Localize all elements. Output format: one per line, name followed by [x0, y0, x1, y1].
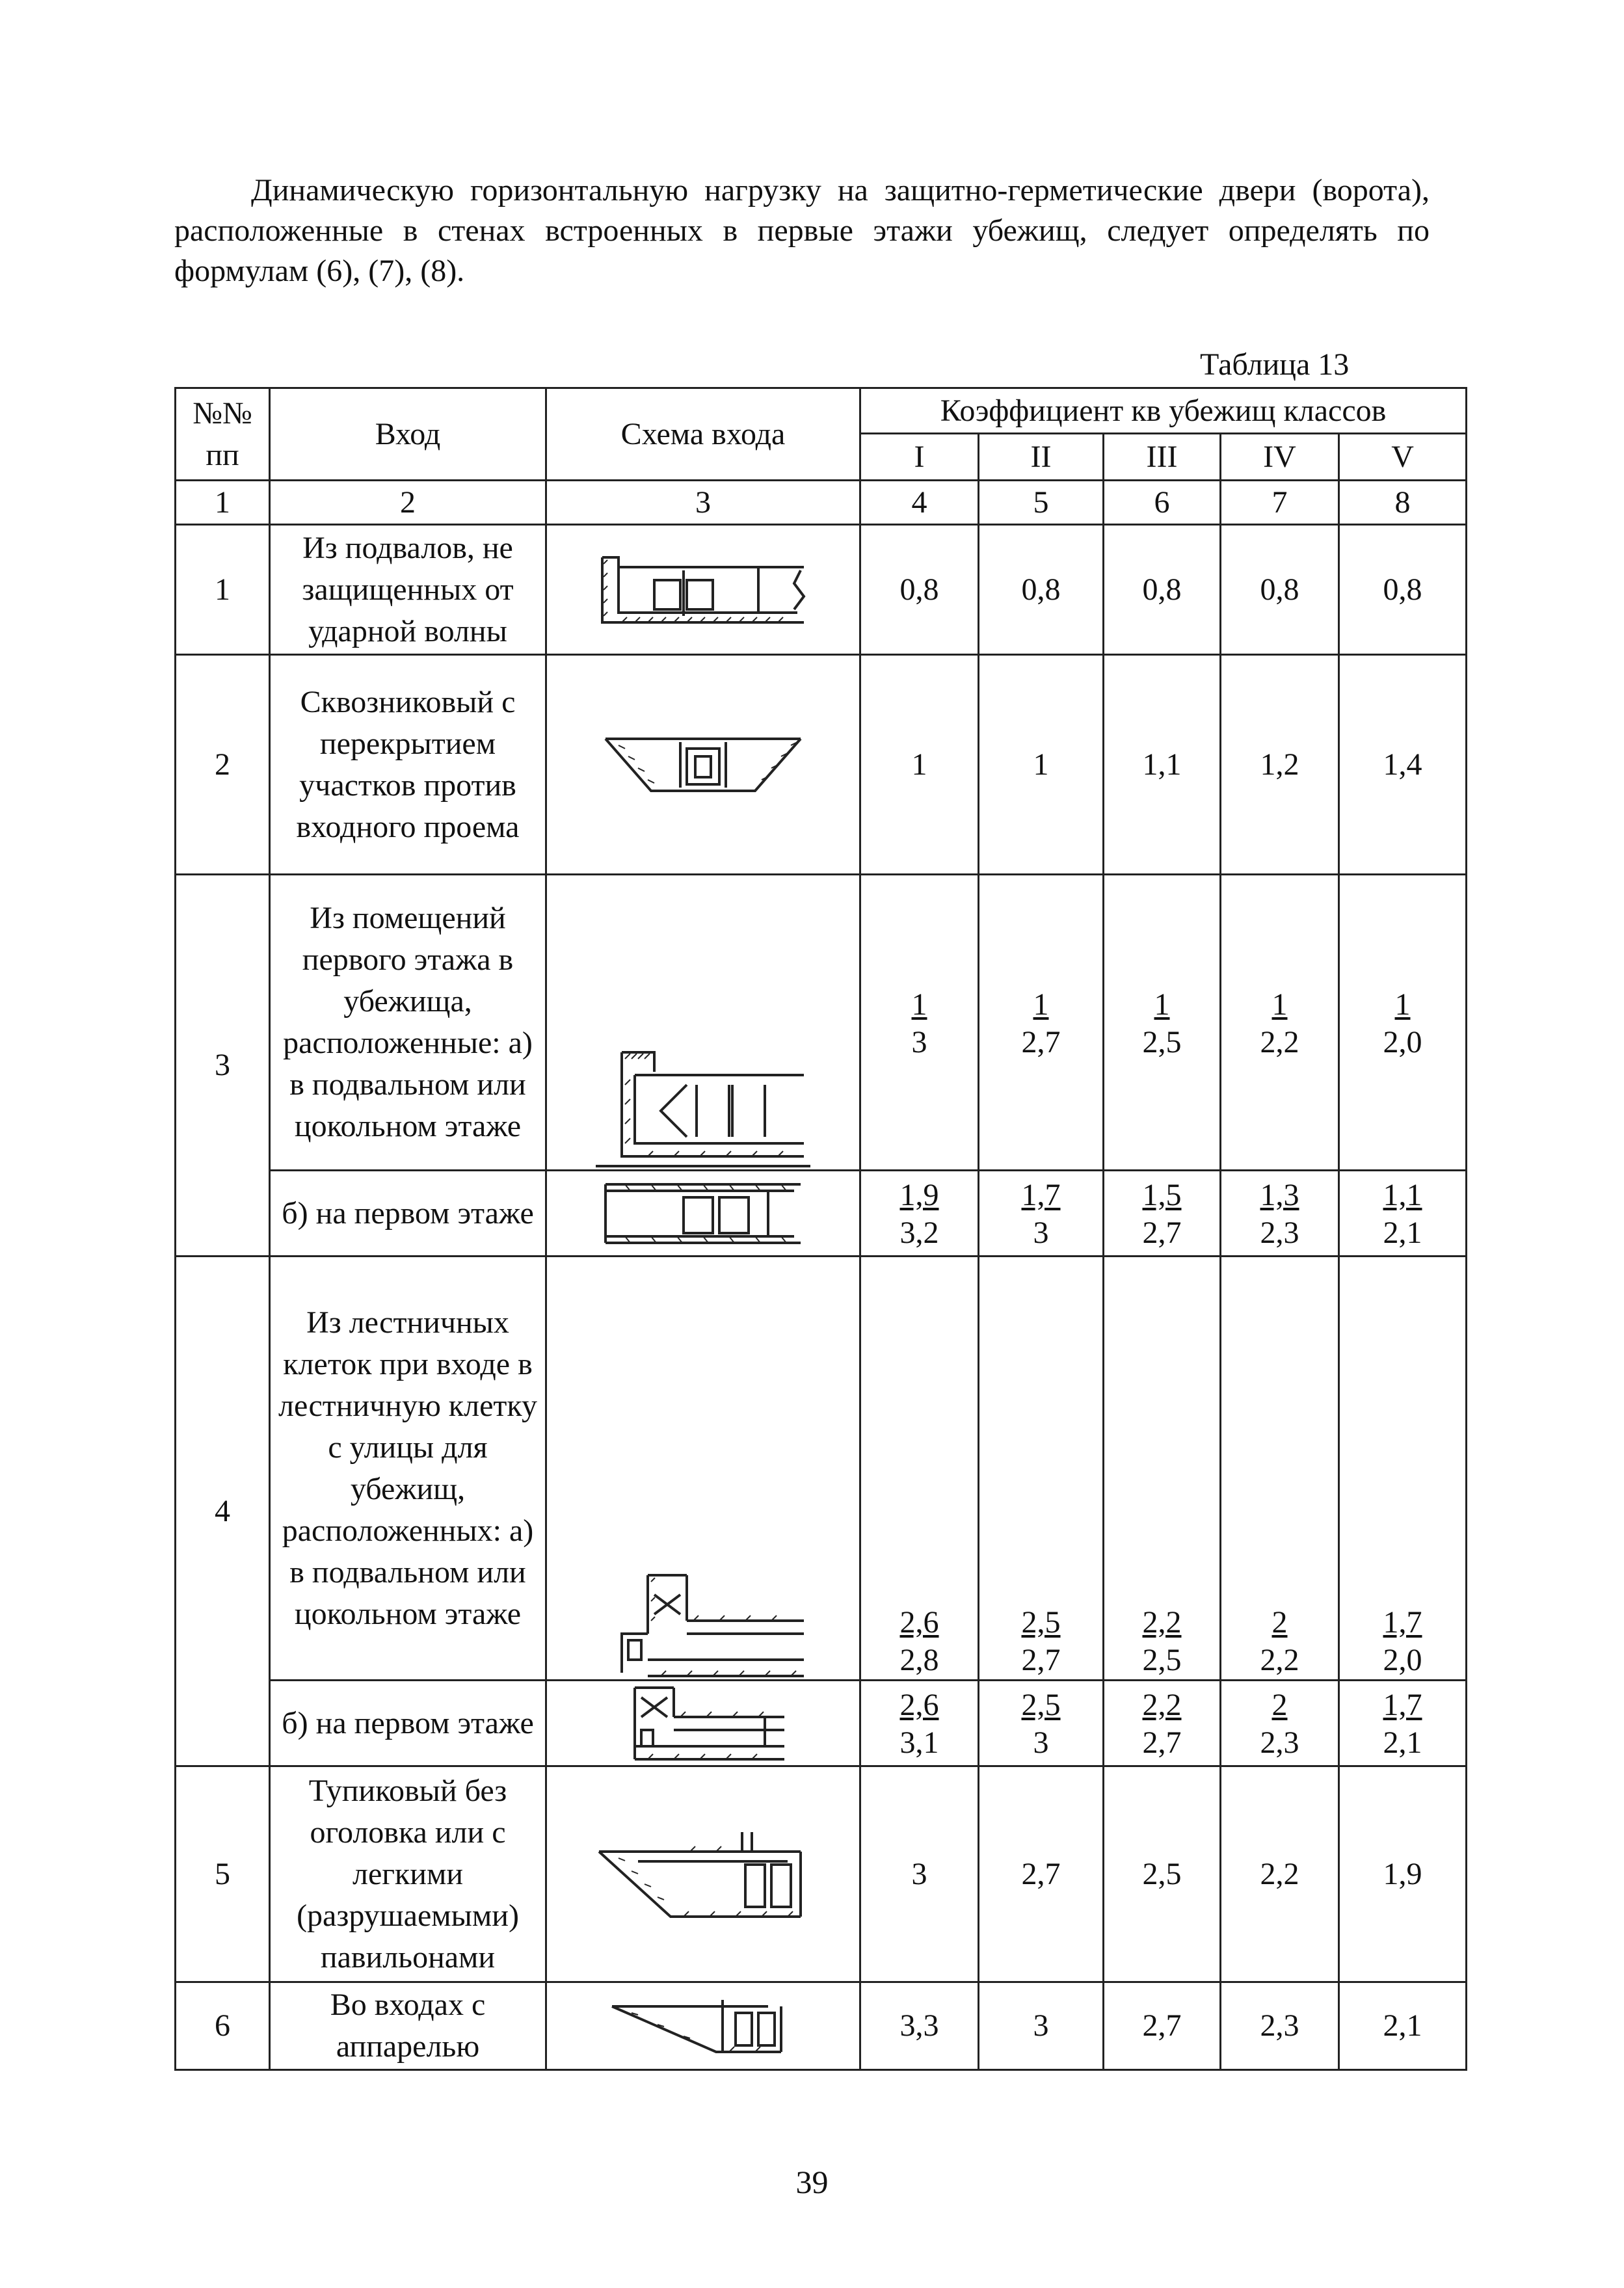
- coef-cell: 0,8: [1104, 525, 1221, 655]
- table-row: [176, 655, 1467, 875]
- denominator: 3: [1033, 1725, 1049, 1760]
- entrance-cell: Из лестничных клеток при входе в лестничную клетку с улицы для убежищ, расположенных: а) в подвальном или цокольном этаже: [270, 1257, 546, 1681]
- table-row: [176, 1982, 1467, 2070]
- scheme-cell: [546, 525, 860, 655]
- denominator: 3: [911, 1024, 927, 1059]
- scheme-cell: [546, 1171, 860, 1257]
- numerator: 1,7: [1383, 1688, 1422, 1722]
- coef-cell: [1104, 1171, 1221, 1257]
- table-row: [176, 1171, 1467, 1257]
- denominator: 3: [1033, 1216, 1049, 1250]
- numerator: 2,2: [1142, 1605, 1182, 1640]
- entrance-cell: Из подвалов, не защищенных от ударной волны: [270, 525, 546, 655]
- colnum: 8: [1339, 481, 1467, 525]
- coef-cell: [979, 1257, 1104, 1681]
- scheme-cell: [546, 1681, 860, 1766]
- denominator: 2,3: [1260, 1216, 1299, 1250]
- coef-cell: 1,4: [1339, 655, 1467, 875]
- denominator: 2,2: [1260, 1643, 1299, 1677]
- class-header: II: [979, 434, 1104, 481]
- coef-cell: 2,2: [1221, 1766, 1339, 1982]
- stairwell-basement-scheme: [596, 1569, 810, 1679]
- denominator: 2,0: [1383, 1024, 1422, 1059]
- table-row: [176, 1766, 1467, 1982]
- table-row: [176, 1681, 1467, 1766]
- coef-cell: [1221, 1681, 1339, 1766]
- numerator: 1: [1154, 987, 1170, 1022]
- numerator: 2,2: [1142, 1688, 1182, 1722]
- denominator: 2,7: [1142, 1725, 1182, 1760]
- denominator: 3,2: [899, 1216, 939, 1250]
- numerator: 1: [911, 987, 927, 1022]
- coef-cell: [1221, 875, 1339, 1171]
- header-entrance: Вход: [270, 388, 546, 481]
- entrance-cell: б) на первом этаже: [270, 1681, 546, 1766]
- colnum: 4: [860, 481, 979, 525]
- numerator: 2: [1271, 1605, 1288, 1640]
- stairwell-first-floor-scheme: [596, 1684, 810, 1763]
- denominator: 2,3: [1260, 1725, 1299, 1760]
- passthrough-entrance-scheme: [599, 729, 807, 801]
- coefficient-table: [174, 387, 1467, 2071]
- coef-cell: 3: [860, 1766, 979, 1982]
- coef-cell: [860, 1171, 979, 1257]
- denominator: 2,7: [1142, 1216, 1182, 1250]
- coef-cell: 2,5: [1104, 1766, 1221, 1982]
- coef-cell: 0,8: [979, 525, 1104, 655]
- coef-cell: 1,2: [1221, 655, 1339, 875]
- row-num: 5: [176, 1766, 270, 1982]
- entrance-cell: Из помещений первого этажа в убежища, расположенные: а) в подвальном или цокольном этаже: [270, 875, 546, 1171]
- coef-cell: [1339, 1681, 1467, 1766]
- denominator: 2,0: [1383, 1643, 1422, 1677]
- numerator: 2,6: [899, 1605, 939, 1640]
- header-num: №№ пп: [176, 388, 270, 481]
- row-num: 1: [176, 525, 270, 655]
- coef-cell: [860, 1681, 979, 1766]
- denominator: 2,1: [1383, 1216, 1422, 1250]
- row-num: 4: [176, 1257, 270, 1766]
- table-row: [176, 525, 1467, 655]
- class-header: I: [860, 434, 979, 481]
- scheme-cell: [546, 1257, 860, 1681]
- colnum: 1: [176, 481, 270, 525]
- numerator: 1,3: [1260, 1178, 1299, 1212]
- coef-cell: [979, 875, 1104, 1171]
- colnum-row: [176, 481, 1467, 525]
- coef-cell: [1104, 875, 1221, 1171]
- coef-cell: 1: [860, 655, 979, 875]
- coef-cell: [860, 875, 979, 1171]
- coef-cell: [979, 1681, 1104, 1766]
- colnum: 2: [270, 481, 546, 525]
- denominator: 2,8: [899, 1643, 939, 1677]
- table-row: [176, 1257, 1467, 1681]
- denominator: 2,7: [1021, 1643, 1061, 1677]
- numerator: 1,7: [1383, 1605, 1422, 1640]
- scheme-cell: [546, 655, 860, 875]
- numerator: 2,5: [1021, 1605, 1061, 1640]
- coef-cell: 1,9: [1339, 1766, 1467, 1982]
- coef-cell: [1339, 875, 1467, 1171]
- table-row: [176, 875, 1467, 1171]
- coef-cell: [1339, 1171, 1467, 1257]
- denominator: 3,1: [899, 1725, 939, 1760]
- scheme-cell: [546, 1766, 860, 1982]
- numerator: 1,5: [1142, 1178, 1182, 1212]
- coef-cell: 3,3: [860, 1982, 979, 2070]
- coef-cell: 0,8: [860, 525, 979, 655]
- ramp-entrance-scheme: [606, 1993, 801, 2058]
- numerator: 2: [1271, 1688, 1288, 1722]
- numerator: 1,9: [899, 1178, 939, 1212]
- numerator: 1: [1033, 987, 1049, 1022]
- denominator: 2,5: [1142, 1024, 1182, 1059]
- coef-cell: 0,8: [1221, 525, 1339, 655]
- class-header: III: [1104, 434, 1221, 481]
- row-num: 6: [176, 1982, 270, 2070]
- denominator: 2,1: [1383, 1725, 1422, 1760]
- intro-paragraph: [174, 170, 1430, 291]
- entrance-cell: Сквозниковый с перекрытием участков против входного проема: [270, 655, 546, 875]
- colnum: 5: [979, 481, 1104, 525]
- class-header: IV: [1221, 434, 1339, 481]
- coef-cell: 2,7: [979, 1766, 1104, 1982]
- header-coef: Коэффициент кв убежищ классов: [860, 388, 1467, 434]
- denominator: 2,5: [1142, 1643, 1182, 1677]
- entrance-cell: Во входах с аппарелью: [270, 1982, 546, 2070]
- colnum: 6: [1104, 481, 1221, 525]
- coef-cell: [1104, 1257, 1221, 1681]
- first-floor-basement-scheme: [596, 1046, 810, 1169]
- colnum: 3: [546, 481, 860, 525]
- numerator: 1: [1271, 987, 1288, 1022]
- colnum: 7: [1221, 481, 1339, 525]
- coef-cell: [1221, 1257, 1339, 1681]
- scheme-cell: [546, 875, 860, 1171]
- denominator: 2,7: [1021, 1024, 1061, 1059]
- class-header: V: [1339, 434, 1467, 481]
- basement-entrance-scheme: [596, 551, 810, 629]
- numerator: 2,6: [899, 1688, 939, 1722]
- scheme-cell: [546, 1982, 860, 2070]
- coef-cell: 2,7: [1104, 1982, 1221, 2070]
- coef-cell: 3: [979, 1982, 1104, 2070]
- coef-cell: [1104, 1681, 1221, 1766]
- coef-cell: 2,1: [1339, 1982, 1467, 2070]
- numerator: 2,5: [1021, 1688, 1061, 1722]
- numerator: 1,1: [1383, 1178, 1422, 1212]
- coef-cell: 2,3: [1221, 1982, 1339, 2070]
- header-row: [176, 388, 1467, 434]
- coef-cell: [979, 1171, 1104, 1257]
- first-floor-scheme: [599, 1178, 807, 1249]
- coef-cell: 1,1: [1104, 655, 1221, 875]
- row-num: 2: [176, 655, 270, 875]
- table-caption: Таблица 13: [1200, 347, 1350, 382]
- denominator: 2,2: [1260, 1024, 1299, 1059]
- entrance-cell: Тупиковый без оголовка или с легкими (разрушаемыми) павильонами: [270, 1766, 546, 1982]
- row-num: 3: [176, 875, 270, 1257]
- header-scheme: Схема входа: [546, 388, 860, 481]
- entrance-cell: б) на первом этаже: [270, 1171, 546, 1257]
- dead-end-entrance-scheme: [592, 1826, 814, 1923]
- coef-cell: 1: [979, 655, 1104, 875]
- intro-text: Динамическую горизонтальную нагрузку на защитно-герметические двери (ворота), расположенные в стенах встроенных в первые этажи убежищ, следует определять по формулам (6), (7), (8).: [174, 173, 1430, 288]
- numerator: 1,7: [1021, 1178, 1061, 1212]
- coef-cell: [860, 1257, 979, 1681]
- coef-cell: [1339, 1257, 1467, 1681]
- numerator: 1: [1394, 987, 1411, 1022]
- coef-cell: [1221, 1171, 1339, 1257]
- coef-cell: 0,8: [1339, 525, 1467, 655]
- page-number: 39: [795, 2164, 829, 2200]
